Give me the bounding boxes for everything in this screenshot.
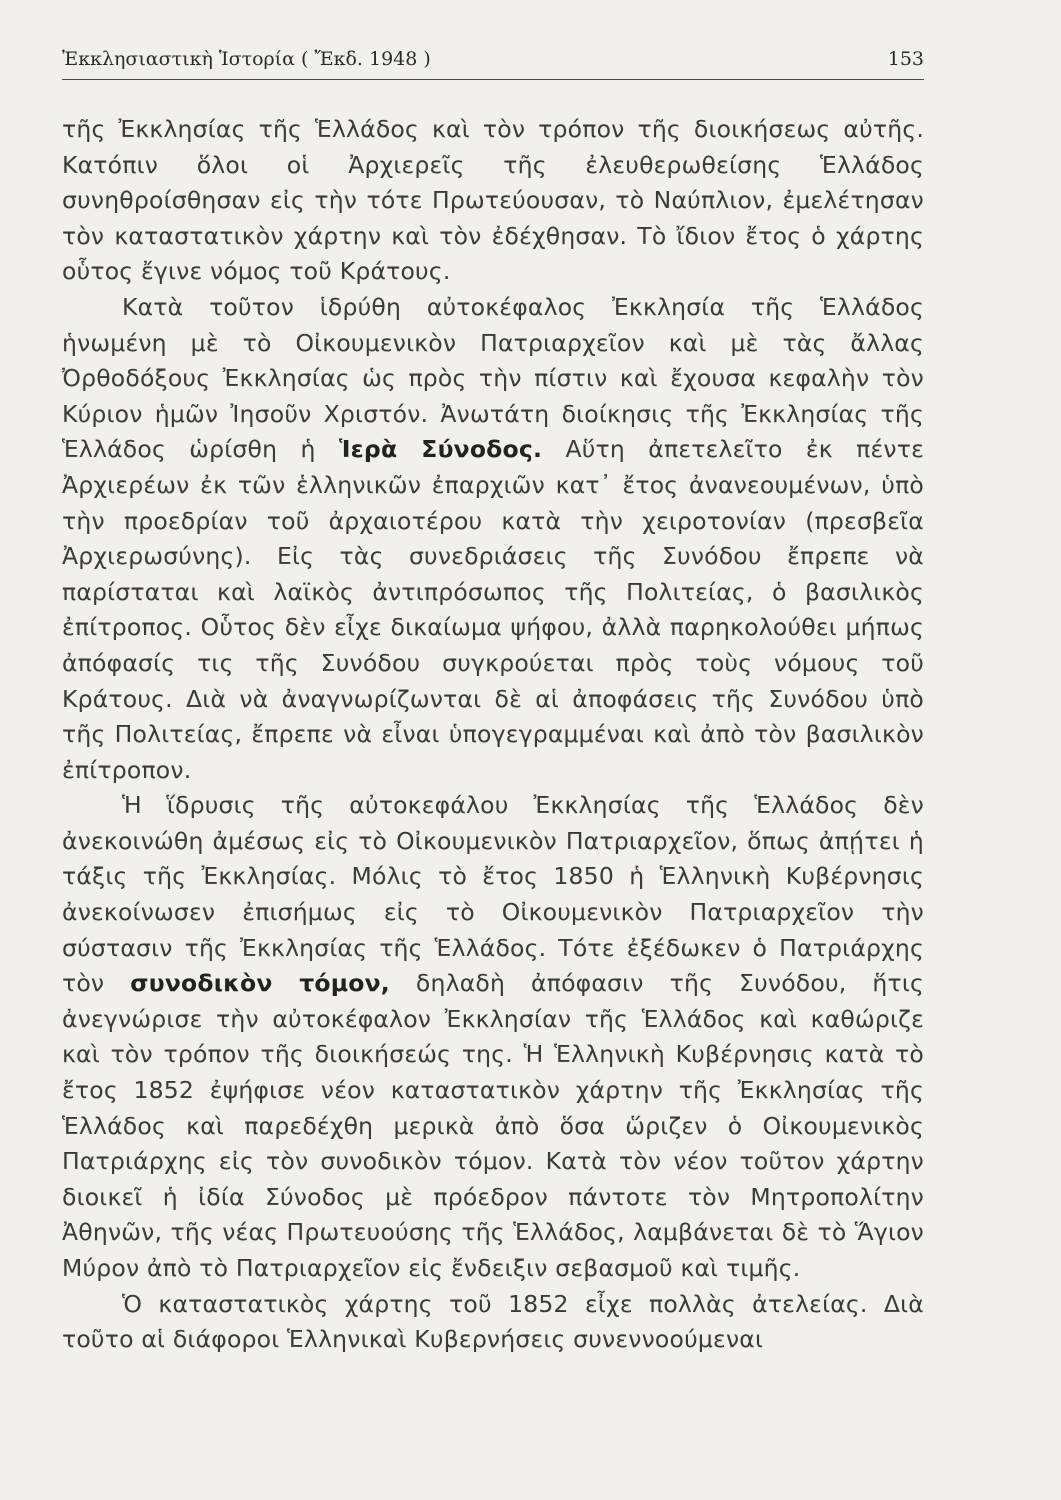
body-text (62, 112, 924, 1358)
paragraph-2-text-a: Κατὰ τοῦτον ἱδρύθη αὐτοκέφαλος Ἐκκλησία τῆς Ἑλλάδος ἡνωμένη μὲ τὸ Οἰκουμενικὸν Πατριαρχεῖον καὶ μὲ τὰς ἄλλας Ὀρθοδόξους Ἐκκλησίας ὡς πρὸς τὴν πίστιν καὶ ἔχουσα κεφαλὴν τὸν Κύριον ἡμῶν Ἰησοῦν Χριστόν. Ἀνωτάτη διοίκησις τῆς Ἐκκλησίας τῆς Ἑλλάδος ὡρίσθη ἡ (62, 292, 924, 464)
header-rule (62, 79, 924, 80)
paragraph-2 (62, 290, 924, 788)
paragraph-3 (62, 788, 924, 1286)
paragraph-2-bold-term: Ἱερὰ Σύνοδος. (338, 435, 543, 464)
paragraph-3-bold-term: συνοδικὸν τόμον, (130, 969, 390, 998)
paragraph-4 (62, 1287, 924, 1358)
paragraph-2-text-b: Αὕτη ἀπετελεῖτο ἐκ πέντε Ἀρχιερέων ἐκ τῶν ἑλληνικῶν ἐπαρχιῶν κατ᾽ ἔτος ἀνανεουμένων, ὑπὸ τὴν προεδρίαν τοῦ ἀρχαιοτέρου κατὰ τὴν χειροτονίαν (πρεσβεῖα Ἀρχιερωσύνης). Εἰς τὰς συνεδριάσεις τῆς Συνόδου ἔπρεπε νὰ παρίσταται καὶ λαϊκὸς ἀντιπρόσωπος τῆς Πολιτείας, ὁ βασιλικὸς ἐπίτροπος. Οὗτος δὲν εἶχε δικαίωμα ψήφου, ἀλλὰ παρηκολούθει μήπως ἀπόφασίς τις τῆς Συνόδου συγκρούεται πρὸς τοὺς νόμους τοῦ Κράτους. Διὰ νὰ ἀναγνωρίζωνται δὲ αἱ ἀποφάσεις τῆς Συνόδου ὑπὸ τῆς Πολιτείας, ἔπρεπε νὰ εἶναι ὑπογεγραμμέναι καὶ ἀπὸ τὸν βασιλικὸν ἐπίτροπον. (62, 435, 924, 784)
paragraph-1-text: τῆς Ἐκκλησίας τῆς Ἑλλάδος καὶ τὸν τρόπον τῆς διοικήσεως αὐτῆς. Κατόπιν ὅλοι οἱ Ἀρχιερεῖς τῆς ἐλευθερωθείσης Ἑλλάδος συνηθροίσθησαν εἰς τὴν τότε Πρωτεύουσαν, τὸ Ναύπλιον, ἐμελέτησαν τὸν καταστατικὸν χάρτην καὶ τὸν ἐδέχθησαν. Τὸ ἴδιον ἔτος ὁ χάρτης οὗτος ἔγινε νόμος τοῦ Κράτους. (62, 115, 924, 286)
paragraph-1 (62, 112, 924, 290)
paragraph-3-text-a: Ἡ ἵδρυσις τῆς αὐτοκεφάλου Ἐκκλησίας τῆς Ἑλλάδος δὲν ἀνεκοινώθη ἀμέσως εἰς τὸ Οἰκουμενικὸν Πατριαρχεῖον, ὅπως ἀπῄτει ἡ τάξις τῆς Ἐκκλησίας. Μόλις τὸ ἔτος 1850 ἡ Ἑλληνικὴ Κυβέρνησις ἀνεκοίνωσεν ἐπισήμως εἰς τὸ Οἰκουμενικὸν Πατριαρχεῖον τὴν σύστασιν τῆς Ἐκκλησίας τῆς Ἑλλάδος. Τότε ἐξέδωκεν ὁ Πατριάρχης τὸν (62, 791, 924, 998)
paragraph-4-text: Ὁ καταστατικὸς χάρτης τοῦ 1852 εἶχε πολλὰς ἀτελείας. Διὰ τοῦτο αἱ διάφοροι Ἑλληνικαὶ Κυβερνήσεις συνεννοούμεναι (62, 1289, 924, 1354)
running-title: Ἐκκλησιαστικὴ Ἱστορία ( Ἔκδ. 1948 ) (62, 48, 431, 70)
running-header (62, 44, 924, 76)
page-number: 153 (887, 48, 924, 70)
paragraph-3-text-b: δηλαδὴ ἀπόφασιν τῆς Συνόδου, ἥτις ἀνεγνώρισε τὴν αὐτοκέφαλον Ἐκκλησίαν τῆς Ἑλλάδος καὶ καθώριζε καὶ τὸν τρόπον τῆς διοικήσεώς της. Ἡ Ἑλληνικὴ Κυβέρνησις κατὰ τὸ ἔτος 1852 ἐψήφισε νέον καταστατικὸν χάρτην τῆς Ἐκκλησίας τῆς Ἑλλάδος καὶ παρεδέχθη μερικὰ ἀπὸ ὅσα ὥριζεν ὁ Οἰκουμενικὸς Πατριάρχης εἰς τὸν συνοδικὸν τόμον. Κατὰ τὸν νέον τοῦτον χάρτην διοικεῖ ἡ ἰδία Σύνοδος μὲ πρόεδρον πάντοτε τὸν Μητροπολίτην Ἀθηνῶν, τῆς νέας Πρωτευούσης τῆς Ἑλλάδος, λαμβάνεται δὲ τὸ Ἅγιον Μύρον ἀπὸ τὸ Πατριαρχεῖον εἰς ἔνδειξιν σεβασμοῦ καὶ τιμῆς. (62, 969, 924, 1282)
